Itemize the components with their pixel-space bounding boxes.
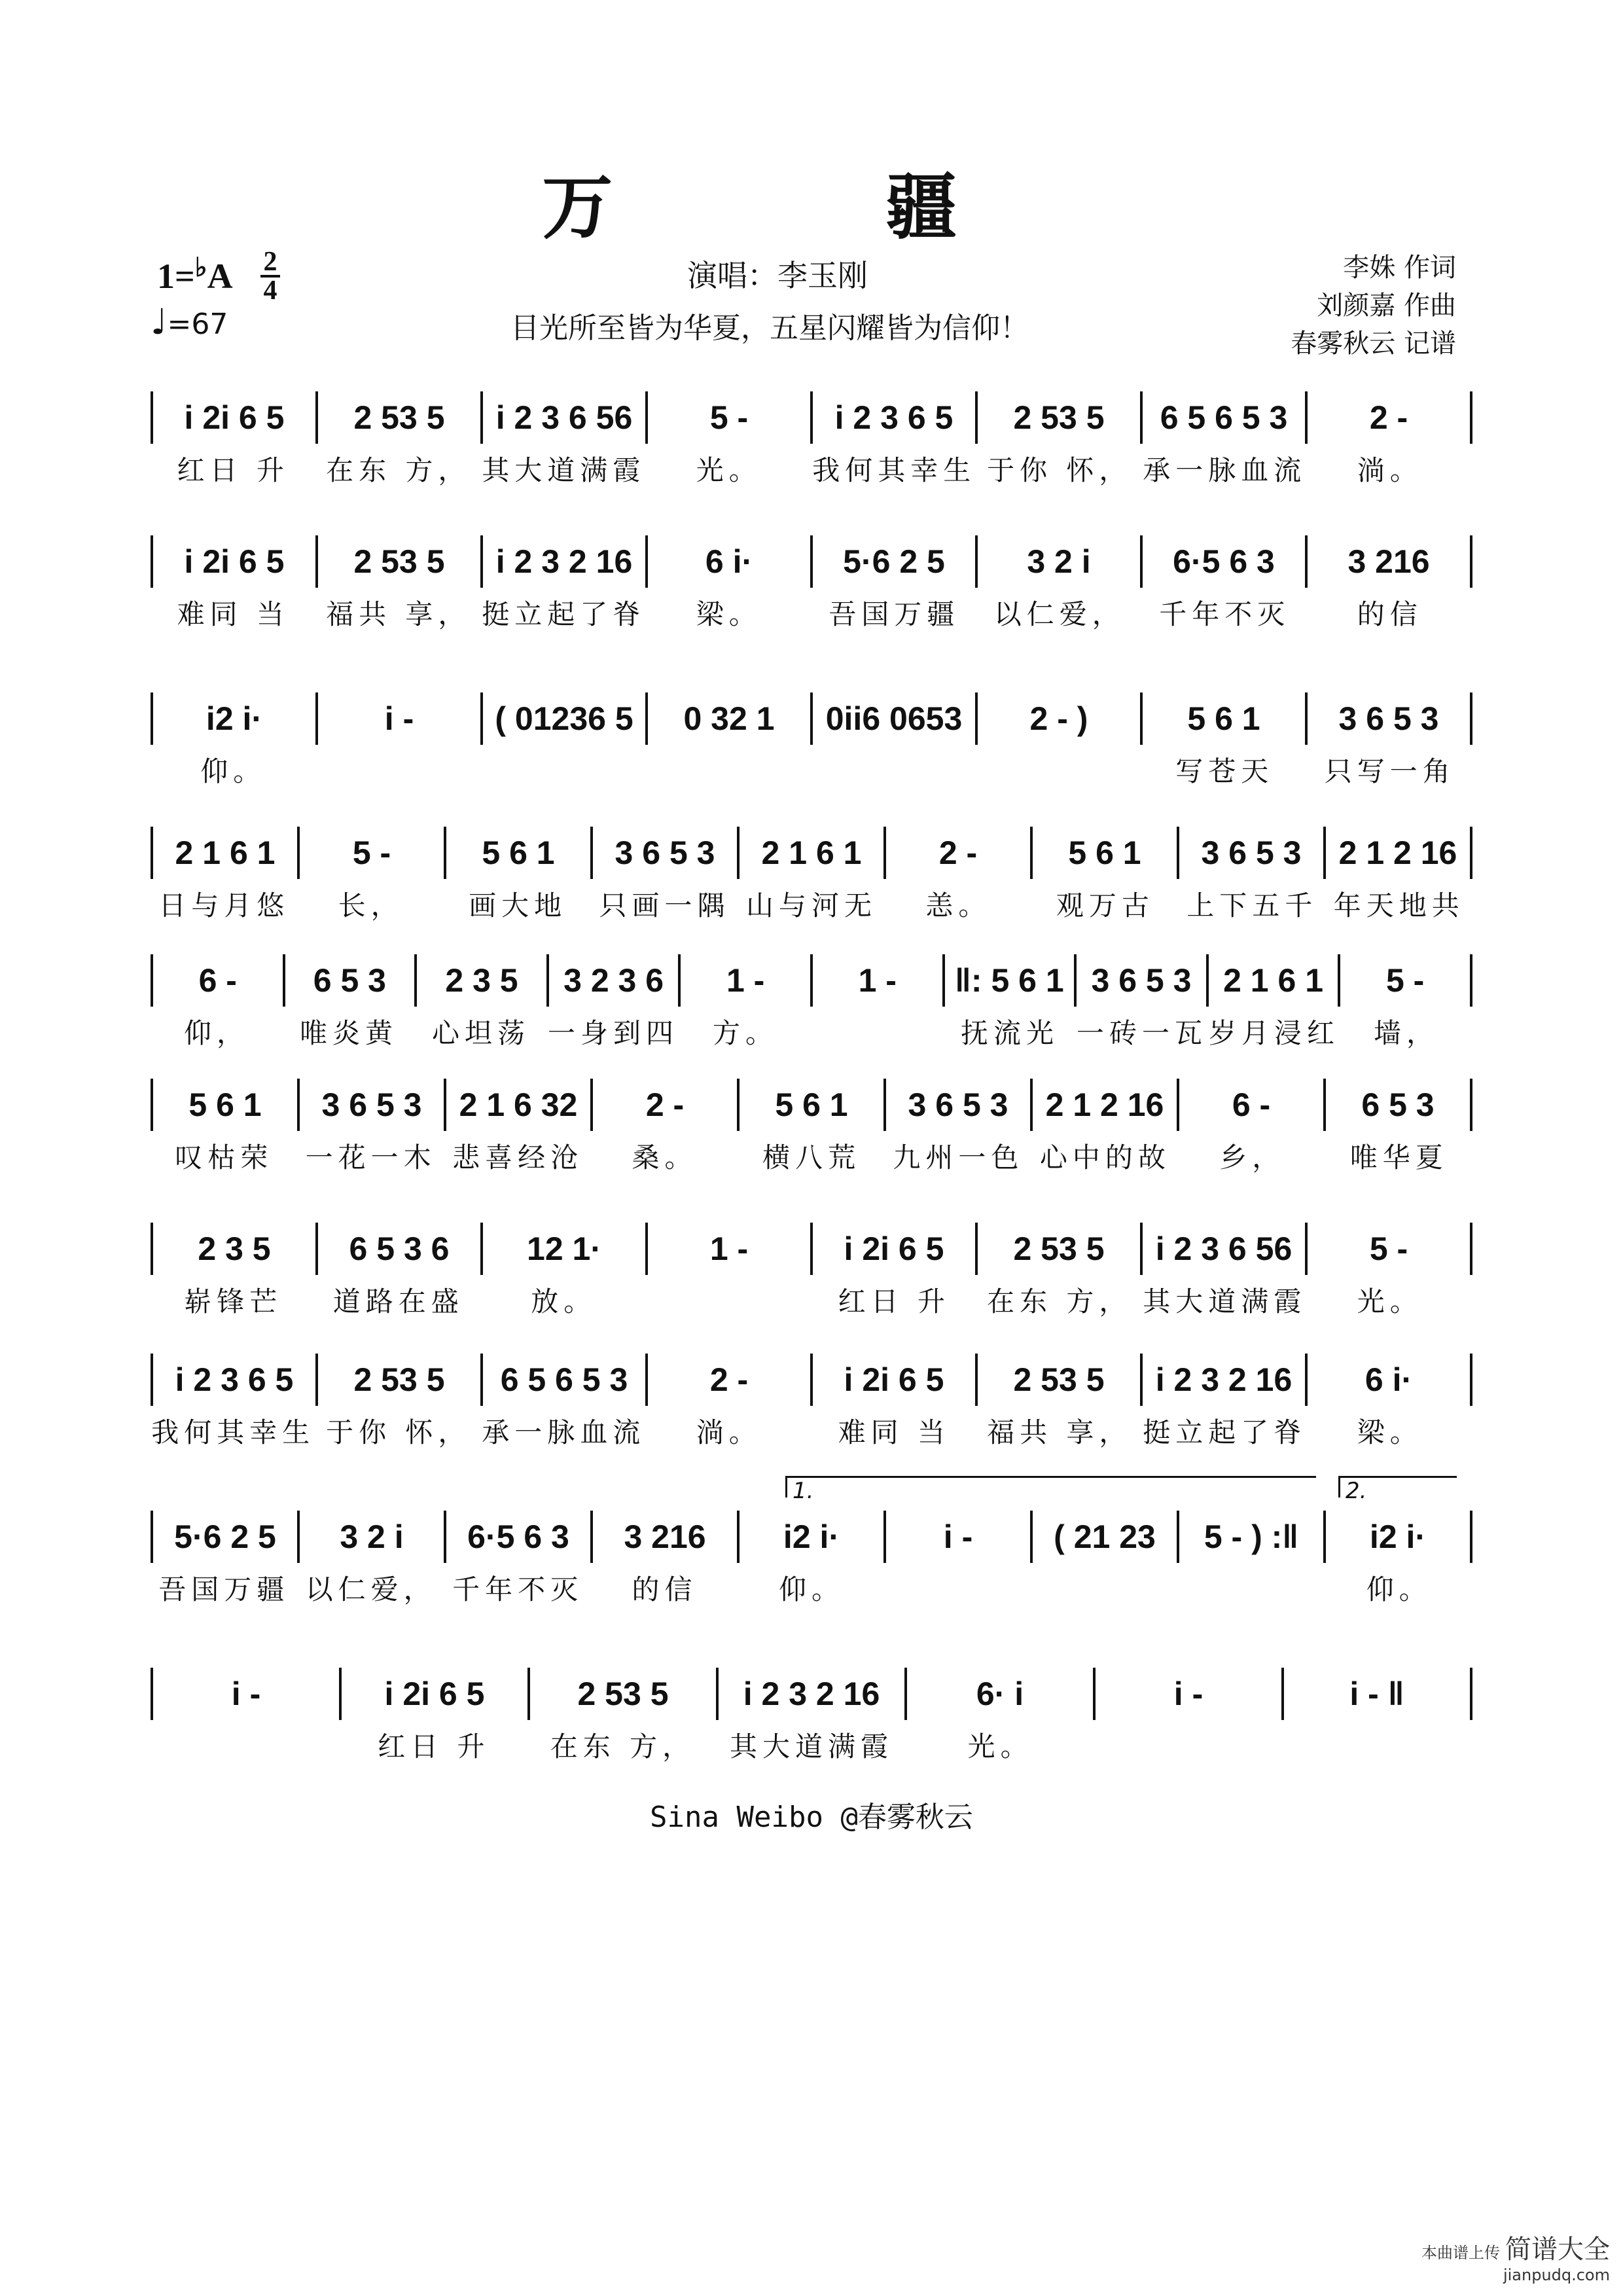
lyric: 仰。	[200, 755, 266, 787]
lyric	[1179, 1568, 1325, 1607]
barline	[1470, 1511, 1472, 1563]
footer-credit: Sina Weibo @春雾秋云	[650, 1801, 973, 1834]
measure: i 2 3 6 5	[834, 399, 954, 436]
lyric: 写苍天	[1175, 755, 1274, 787]
barline	[1470, 535, 1472, 588]
lyrics-row	[151, 1568, 1472, 1607]
lyric: 在东 方，	[987, 1285, 1132, 1318]
barline	[1470, 692, 1472, 745]
measure: 6 5 3	[313, 961, 386, 999]
measure: 3 6 5 3	[1201, 834, 1302, 871]
measure: 3 6 5 3	[321, 1086, 422, 1123]
measure: i -	[1173, 1675, 1204, 1712]
lyric: 只写一角	[1324, 755, 1455, 787]
notes-row	[151, 1348, 1472, 1410]
volta-second: 2.	[1338, 1476, 1457, 1498]
measure: 3 2 i	[340, 1518, 404, 1555]
measure: i 2 3 2 16	[1155, 1361, 1293, 1398]
lyric: 年天地共	[1333, 889, 1465, 922]
lyric: 福共 享，	[326, 598, 471, 630]
flat-icon: ♭	[194, 253, 207, 282]
measure: 1 -	[726, 961, 765, 999]
lyric: 承一脉血流	[482, 1416, 646, 1448]
measure: 2 1 2 16	[1045, 1086, 1164, 1123]
logo-note: 本曲谱上传	[1421, 2244, 1500, 2262]
measure: 5 6 1	[1187, 700, 1260, 737]
lyric	[1032, 1568, 1179, 1607]
measure: 2 -	[645, 1086, 685, 1123]
measure: i 2 3 6 56	[1155, 1230, 1293, 1267]
lyric: 淌。	[1357, 454, 1423, 486]
lyric: 日与月悠	[158, 889, 290, 922]
barline	[1470, 827, 1472, 879]
measure: 1 -	[858, 961, 897, 999]
measure: i2 i·	[783, 1518, 840, 1555]
lyric: 梁。	[696, 598, 762, 630]
lyric: 千年不灭	[452, 1573, 584, 1605]
lyric: 叹枯荣	[175, 1141, 274, 1174]
notes-row	[151, 1217, 1472, 1280]
measure: 2 53 5	[353, 543, 445, 580]
barline	[1470, 1223, 1472, 1275]
logo-name: 简谱大全	[1505, 2234, 1610, 2265]
measure: 5 - ) :‖	[1204, 1518, 1299, 1555]
lyric	[885, 1568, 1031, 1607]
measure: 5 -	[1369, 1230, 1408, 1267]
lyric: 光。	[696, 454, 762, 486]
lyric	[316, 750, 482, 789]
measure: 5 6 1	[188, 1086, 262, 1123]
measure: 2 3 5	[198, 1230, 271, 1267]
measure: 3 216	[624, 1518, 706, 1555]
measure: 2 1 6 1	[1223, 961, 1323, 999]
measure: 2 3 5	[445, 961, 518, 999]
lyric: 红日 升	[177, 454, 289, 486]
volta-first: 1.	[785, 1476, 1316, 1498]
lyric: 画大地	[469, 889, 567, 922]
lyric: 九州一色	[893, 1141, 1024, 1174]
measure: 6 -	[1232, 1086, 1271, 1123]
lyric: 一花一木	[305, 1141, 437, 1174]
measure: 2 1 6 32	[459, 1086, 578, 1123]
lyric: 仰。	[1366, 1573, 1432, 1605]
notes-row	[151, 687, 1472, 749]
lyric: 横八荒	[762, 1141, 861, 1174]
lyric: 仰。	[778, 1573, 844, 1605]
measure: 2 53 5	[1013, 1230, 1105, 1267]
measure: 5 6 1	[775, 1086, 848, 1123]
measure: ( 01236 5	[495, 700, 633, 737]
barline	[1470, 954, 1472, 1007]
lyric: 放。	[531, 1285, 597, 1318]
lyric: 光。	[1357, 1285, 1423, 1318]
lyric: 吾国万疆	[829, 598, 960, 630]
lyric: 观万古	[1056, 889, 1154, 922]
transcriber: 春雾秋云 记谱	[1291, 329, 1456, 359]
measure: 3 6 5 3	[615, 834, 715, 871]
lyric: 仰，	[183, 1017, 249, 1049]
measure: ‖: 5 6 1	[955, 961, 1064, 999]
measure: 3 2 3 6	[563, 961, 664, 999]
lyric: 吾国万疆	[158, 1573, 290, 1605]
lyric	[1283, 1725, 1472, 1765]
performer: 演唱：李玉刚	[687, 258, 868, 293]
measure: 5·6 2 5	[174, 1518, 276, 1555]
barline	[1470, 1079, 1472, 1131]
measure: 5 6 1	[1068, 834, 1141, 871]
notes-row	[151, 1662, 1472, 1725]
lyric: 承一脉血流	[1143, 454, 1307, 486]
key-signature	[157, 252, 233, 296]
lyrics-row	[151, 1280, 1472, 1319]
measure: i 2 3 2 16	[743, 1675, 880, 1712]
lyric	[1095, 1725, 1284, 1765]
time-bottom: 4	[263, 276, 277, 306]
measure: i 2i 6 5	[184, 399, 285, 436]
lyric	[647, 1280, 812, 1319]
lyric: 于你 怀，	[326, 1416, 471, 1448]
lyric: 我何其幸生	[812, 454, 976, 486]
measure: i - ‖	[1349, 1675, 1404, 1712]
lyric: 墙，	[1373, 1017, 1439, 1049]
lyric: 在东 方，	[550, 1731, 696, 1763]
lyrics-row	[151, 750, 1472, 789]
notes-row	[151, 1505, 1472, 1568]
lyric: 方。	[712, 1017, 778, 1049]
lyrics-row	[151, 593, 1472, 632]
lyric: 其大道满霞	[730, 1731, 894, 1763]
lyric: 唯炎黄	[299, 1017, 398, 1049]
time-signature	[260, 249, 280, 304]
measure: 5 6 1	[482, 834, 555, 871]
lyric: 以仁爱，	[993, 598, 1125, 630]
lyric: 于你 怀，	[987, 454, 1132, 486]
measure: 2 1 6 1	[761, 834, 862, 871]
lyrics-row	[151, 1411, 1472, 1450]
lyric: 山与河无	[745, 889, 877, 922]
time-top: 2	[263, 247, 277, 277]
lyric	[647, 750, 812, 789]
lyric	[812, 1012, 944, 1051]
lyric: 其大道满霞	[482, 454, 646, 486]
lyric: 以仁爱，	[305, 1573, 437, 1605]
lyric: 岁月浸红	[1208, 1017, 1340, 1049]
measure: 2 53 5	[353, 399, 445, 436]
lyrics-row	[151, 884, 1472, 924]
measure: 2 53 5	[1013, 1361, 1105, 1398]
notes-row	[151, 1073, 1472, 1136]
measure: i 2i 6 5	[844, 1361, 944, 1398]
measure: 6 5 6 5 3	[500, 1361, 628, 1398]
measure: 6 i·	[1364, 1361, 1413, 1398]
lyric: 其大道满霞	[1143, 1285, 1307, 1318]
site-logo	[1421, 2229, 1610, 2284]
notes-row	[151, 949, 1472, 1011]
measure: i 2 3 6 56	[495, 399, 633, 436]
measure: 6·5 6 3	[1173, 543, 1275, 580]
key-letter: A	[207, 257, 233, 296]
measure: 6·5 6 3	[467, 1518, 569, 1555]
measure: 6 i·	[705, 543, 753, 580]
notes-row	[151, 821, 1472, 884]
measure: 6 -	[198, 961, 237, 999]
logo-url: jianpudq.com	[1503, 2266, 1610, 2284]
lyric: 唯华夏	[1349, 1141, 1448, 1174]
measure: 1 -	[709, 1230, 749, 1267]
lyric: 难同 当	[838, 1416, 950, 1448]
composer: 刘颜嘉 作曲	[1317, 291, 1456, 321]
lyric: 乡，	[1219, 1141, 1285, 1174]
measure: 3 216	[1347, 543, 1430, 580]
measure: 2 -	[938, 834, 978, 871]
measure: i -	[231, 1675, 261, 1712]
measure: i 2 3 6 5	[175, 1361, 294, 1398]
lyric: 崭锋芒	[184, 1285, 283, 1318]
lyric: 一砖一瓦	[1076, 1017, 1207, 1049]
lyrics-row	[151, 1012, 1472, 1051]
measure: 0 32 1	[683, 700, 775, 737]
measure: ( 21 23	[1054, 1518, 1156, 1555]
quarter-note-icon: ♩	[151, 301, 168, 342]
lyrics-row	[151, 449, 1472, 488]
lyric: 挺立起了脊	[482, 598, 646, 630]
measure: 6 5 3	[1361, 1086, 1435, 1123]
lyric: 一身到四	[547, 1017, 679, 1049]
lyric: 淌。	[696, 1416, 762, 1448]
measure: 6 5 3 6	[349, 1230, 450, 1267]
lyric	[812, 750, 977, 789]
measure: i 2i 6 5	[384, 1675, 485, 1712]
measure: 2 53 5	[577, 1675, 669, 1712]
measure: 5·6 2 5	[843, 543, 945, 580]
lyric: 长，	[338, 889, 404, 922]
lyric: 光。	[967, 1731, 1033, 1763]
lyric: 心坦荡	[431, 1017, 530, 1049]
measure: 6 5 6 5 3	[1160, 399, 1288, 436]
measure: 3 6 5 3	[1091, 961, 1192, 999]
lyric: 在东 方，	[326, 454, 471, 486]
lyricist: 李姝 作词	[1343, 253, 1456, 283]
measure: 3 6 5 3	[1338, 700, 1439, 737]
motto: 目光所至皆为华夏，五星闪耀皆为信仰！	[510, 312, 1029, 345]
credits	[1291, 249, 1456, 363]
lyrics-row	[151, 1725, 1472, 1765]
lyric: 桑。	[632, 1141, 698, 1174]
lyric: 我何其幸生	[151, 1416, 315, 1448]
lyric: 心中的故	[1039, 1141, 1171, 1174]
lyric: 梁。	[1357, 1416, 1423, 1448]
key-prefix: 1=	[157, 257, 195, 296]
lyric	[481, 750, 647, 789]
lyric: 只画一隅	[599, 889, 730, 922]
song-title: 万 疆	[542, 166, 1081, 249]
measure: 0ii6 0653	[825, 700, 963, 737]
measure: 2 - )	[1029, 700, 1088, 737]
barline	[1470, 1668, 1472, 1720]
lyric: 红日 升	[378, 1731, 490, 1763]
measure: 2 -	[709, 1361, 749, 1398]
measure: 2 53 5	[353, 1361, 445, 1398]
notes-row	[151, 386, 1472, 448]
measure: i2 i·	[205, 700, 263, 737]
measure: 2 -	[1369, 399, 1408, 436]
measure: 5 -	[709, 399, 749, 436]
lyric: 上下五千	[1186, 889, 1318, 922]
notes-row	[151, 530, 1472, 592]
lyric: 恙。	[925, 889, 991, 922]
measure: 2 53 5	[1013, 399, 1105, 436]
lyric: 的信	[632, 1573, 698, 1605]
measure: i -	[943, 1518, 973, 1555]
barline	[1470, 391, 1472, 444]
lyric: 难同 当	[177, 598, 289, 630]
measure: i 2i 6 5	[844, 1230, 944, 1267]
lyric	[977, 750, 1143, 789]
measure: i 2i 6 5	[184, 543, 285, 580]
tempo-value: =67	[167, 308, 228, 341]
lyric: 的信	[1357, 598, 1423, 630]
measure: 3 6 5 3	[908, 1086, 1008, 1123]
lyrics-row	[151, 1136, 1472, 1175]
measure: i 2 3 2 16	[495, 543, 633, 580]
lyric	[151, 1725, 340, 1765]
lyric: 挺立起了脊	[1143, 1416, 1307, 1448]
measure: 5 -	[352, 834, 391, 871]
lyric: 道路在盛	[332, 1285, 464, 1318]
lyric: 悲喜经沧	[452, 1141, 584, 1174]
measure: i -	[384, 700, 414, 737]
measure: 2 1 2 16	[1338, 834, 1457, 871]
lyric: 红日 升	[838, 1285, 950, 1318]
lyric: 千年不灭	[1159, 598, 1291, 630]
tempo-marking	[151, 301, 228, 342]
lyric: 抚流光	[960, 1017, 1059, 1049]
measure: 2 1 6 1	[175, 834, 276, 871]
measure: 12 1·	[527, 1230, 601, 1267]
measure: 5 -	[1385, 961, 1425, 999]
measure: 3 2 i	[1027, 543, 1091, 580]
measure: 6· i	[976, 1675, 1024, 1712]
measure: i2 i·	[1369, 1518, 1427, 1555]
barline	[1470, 1354, 1472, 1406]
lyric: 福共 享，	[987, 1416, 1132, 1448]
